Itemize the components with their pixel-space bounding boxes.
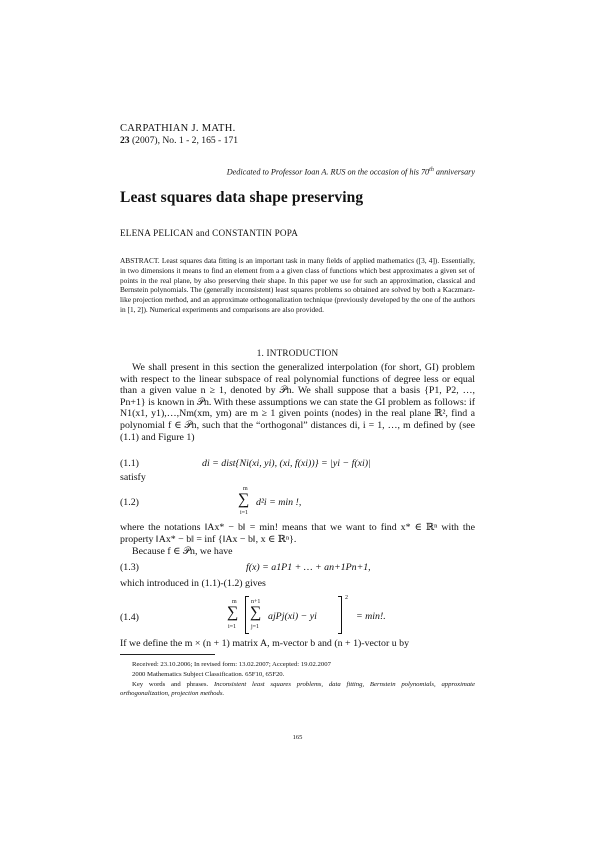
outer-sum-upper: m [232,599,237,605]
equation-label: (1.3) [120,562,139,573]
ifwe-text: If we define the m × (n + 1) matrix A, m-vector b and (n + 1)-vector u by [120,638,410,649]
keywords-label: Key words and phrases. [132,681,209,688]
outer-sum-lower: i=1 [228,624,237,630]
sum-upper-limit: m [243,486,248,492]
equation-1-2 [120,486,475,520]
inner-sum-upper: n+1 [251,599,261,605]
equation-body: di = dist{Ni(xi, yi), (xi, f(xi))} = |yi − f(xi)| [202,458,371,469]
footnote-rule [120,654,215,655]
dedication-end: anniversary [433,167,475,177]
journal-issue-text: (2007), No. 1 - 2, 165 - 171 [129,135,239,146]
journal-volume: 23 [120,135,130,146]
equation-label: (1.4) [120,612,139,623]
dedication-text: Dedicated to Professor Ioan A. RUS on the occasion of his 70 [226,167,430,177]
dedication [120,167,475,177]
journal-name: CARPATHIAN J. MATH. [120,123,236,134]
keywords: Inconsistent least squares problems, data fitting, Bernstein polynomials, approximate orthogonalization, projection methods. [120,681,475,698]
left-bracket [245,596,249,634]
sum-lower-limit: i=1 [240,510,249,516]
footnote-received: Received: 23.10.2006; In revised form: 13.02.2007; Accepted: 19.02.2007 [132,661,331,668]
equation-body: f(x) = a1P1 + … + an+1Pn+1, [246,562,371,573]
paper-title: Least squares data shape preserving [120,189,364,206]
journal-issue [120,135,238,147]
equation-1-1 [120,458,475,472]
satisfy-text: satisfy [120,472,146,483]
authors: ELENA PELICAN and CONSTANTIN POPA [120,228,299,238]
which-text: which introduced in (1.1)-(1.2) gives [120,578,266,589]
equation-body: d²i = min !, [256,497,302,508]
equation-label: (1.2) [120,497,139,508]
footnote-keywords [120,680,475,699]
where-text: where the notations ‖Ax* − b‖ = min! means that we want to find x* ∈ ℝⁿ with the property ‖Ax* − b‖ = inf {‖Ax − b‖, x ∈ ℝⁿ}. [120,522,475,545]
abstract: ABSTRACT. Least squares data fitting is an important task in many fields of applied mathematics ([3, 4]). Essentially, in two dimensions it means to find an element from a a given class of functions which best approximates a given set of points in the real plane, by also preserving their shape. In this paper we use for such an approximation, classical and Bernstein polynomials. The (generally inconsistent) least squares problems so obtained are solved by both a Kaczmarz-like projection method, and an approximate orthogonalization technique (previously developed by the one of the authors in [1, 2]). Numerical experiments and comparisons are also provided. [120,256,475,314]
inner-body: ajPj(xi) − yi [268,611,317,622]
intro-paragraph: We shall present in this section the generalized interpolation (for short, GI) problem with respect to the linear subspace of real polynomial functions of degree less or equal than a given value n ≥ 1, denoted by 𝒫n. We shall suppose that a basis {P1, P2, …, Pn+1} is known in 𝒫n. With these assumptions we can state the GI problem as follows: if N1(x1, y1),…,Nm(xm, ym) are m ≥ 1 given points (nodes) in the real plane ℝ², find a polynomial f ∈ 𝒫n, such that the “orthogonal” distances di, i = 1, …, m defined by (see (1.1) and Figure 1) [120,362,475,443]
dedication-sup: th [429,167,434,173]
right-bracket [338,596,342,634]
power: 2 [345,595,348,601]
section-title: 1. INTRODUCTION [256,348,339,358]
inner-summation-symbol: ∑ [250,604,262,621]
because-text: Because f ∈ 𝒫n, we have [132,546,233,557]
summation-symbol: ∑ [238,491,250,508]
inner-sum-lower: j=1 [251,624,260,630]
equation-label: (1.1) [120,458,139,469]
footnote-msc: 2000 Mathematics Subject Classification. 65F10, 65F20. [132,671,285,678]
equation-rhs: = min!. [356,611,386,622]
equation-1-4 [120,596,475,636]
equation-1-3 [120,562,475,576]
outer-summation-symbol: ∑ [227,604,239,621]
page-number: 165 [292,734,303,741]
